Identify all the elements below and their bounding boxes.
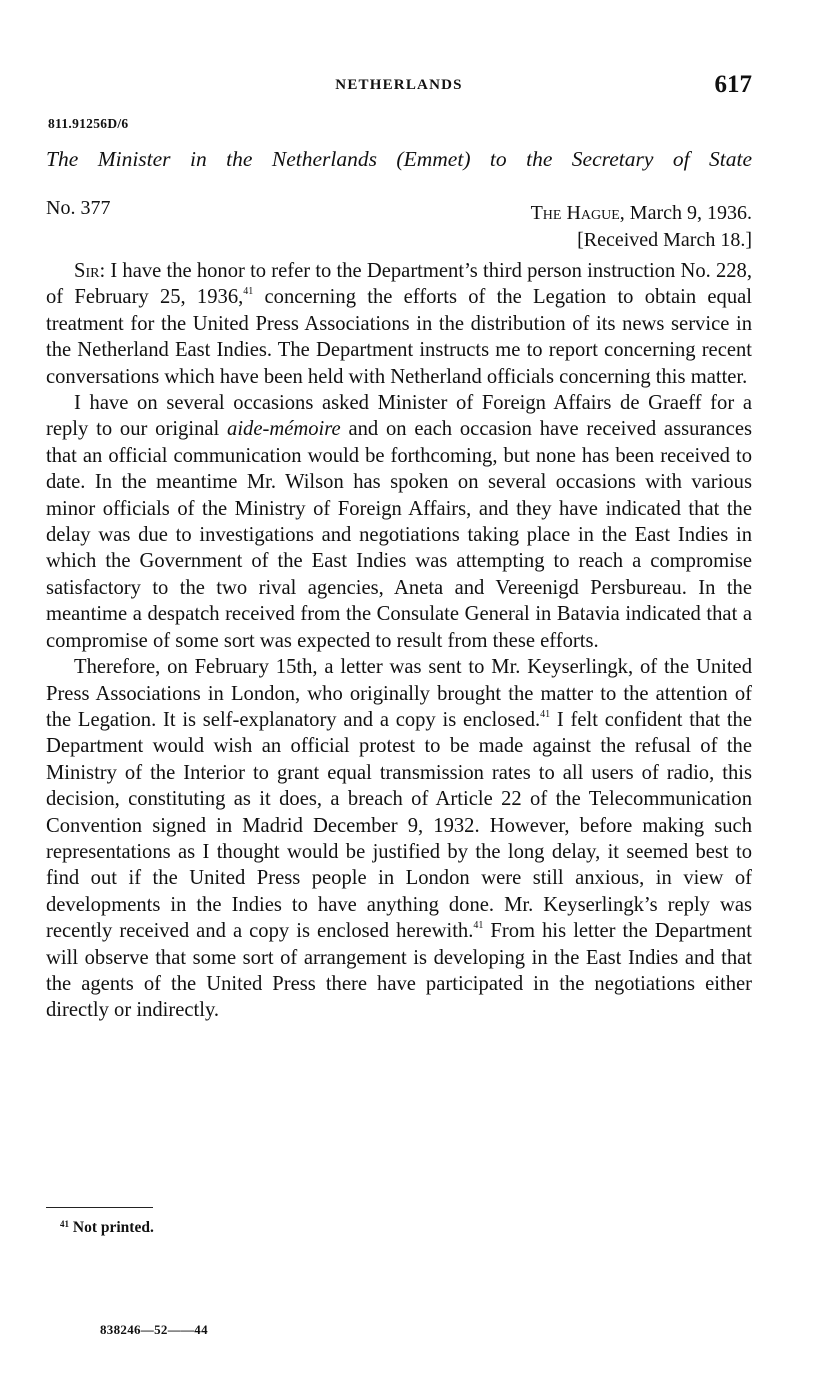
place-date xyxy=(531,200,752,253)
dateline xyxy=(531,200,752,227)
heading-post: ) to the Secretary of State xyxy=(463,147,752,171)
dateline-place: The Hague xyxy=(530,202,620,224)
paragraph-2-text-b: and on each occasion have received assurances that an official communication would be forthcoming, but none has been received to date. In the meantime Mr. Wilson has spoken on several occasions with various minor officials of the Ministry of Foreign Affairs, and they have indicated that the delay was due to investigations and negotiations taking place in the East Indies in which the Government of the East Indies was attempting to reach a compromise satisfactory to the two rival agencies, Aneta and Vereenigd Persbureau. In the meantime a despatch received from the Consulate General in Batavia indicated that a compromise of some sort was expected to result from these efforts. xyxy=(46,418,752,652)
paragraph-3-text-a: Therefore, on February 15th, a letter was sent to Mr. Keyserlingk, of the United Press Associations in London, who originally brought the matter to the attention of the Legation. It is self-explanatory and a copy is enclosed. xyxy=(46,656,752,731)
heading-name: Emmet xyxy=(403,147,464,171)
running-title: NETHERLANDS xyxy=(335,77,463,93)
paragraph-1-text-b: concerning the efforts of the Legation to obtain equal treatment for the United Press Associations in the distribution of its news service in the Netherland East Indies. The Department instructs me to report concerning recent conversations which have been held with Netherland officials concerning this matter. xyxy=(46,286,752,388)
print-code: 838246—52——44 xyxy=(100,1322,208,1337)
footnote-ref: 41 xyxy=(540,708,551,720)
paragraph-3-text-c: From his letter the Department will observe that some sort of arrangement is developing in the East Indies and that the agents of the United Press there have participated in the negotiations either directly or indirectly. xyxy=(46,920,752,1022)
paragraph-1 xyxy=(46,258,752,390)
salutation: Sir xyxy=(74,260,100,282)
paragraph-2-text-a: I have on several occasions asked Minister of Foreign Affairs de Graeff for a reply to our original xyxy=(46,392,752,441)
dateline-date: , March 9, 1936. xyxy=(619,202,752,224)
paragraph-3 xyxy=(46,654,752,1024)
paragraph-1-text-a: : I have the honor to refer to the Department’s third person instruction No. 228, of February 25, 1936, xyxy=(46,260,752,309)
italic-term: aide-mémoire xyxy=(227,418,341,441)
paragraph-3-text-b: I felt confident that the Department would wish an official protest to be made against the refusal of the Ministry of the Interior to grant equal transmission rates to all users of radio, this decision, constituting as it does, a breach of Article 22 of the Telecommunication Convention signed in Madrid December 9, 1932. However, before making such representations as I thought would be justified by the long delay, it seemed best to find out if the United Press people in London were still anxious, in view of developments in the Indies to have anything done. Mr. Keyserlingk’s reply was recently received and a copy is enclosed herewith. xyxy=(46,708,752,943)
footnote-divider xyxy=(46,1207,153,1208)
footnote-ref: 41 xyxy=(243,286,254,298)
running-head xyxy=(46,71,752,103)
file-number: 811.91256D/6 xyxy=(48,116,129,131)
heading-pre: The Minister in the Netherlands ( xyxy=(46,147,404,171)
footnote xyxy=(60,1219,154,1237)
page-number: 617 xyxy=(714,71,752,98)
footnote-mark: 41 xyxy=(60,1219,69,1229)
letter-body xyxy=(46,258,752,1024)
document-heading xyxy=(46,147,752,172)
received-date: [Received March 18.] xyxy=(577,228,752,251)
footnote-text: Not printed. xyxy=(69,1219,154,1236)
footnote-ref: 41 xyxy=(473,920,484,932)
despatch-number: No. 377 xyxy=(46,197,111,219)
paragraph-2 xyxy=(46,390,752,654)
